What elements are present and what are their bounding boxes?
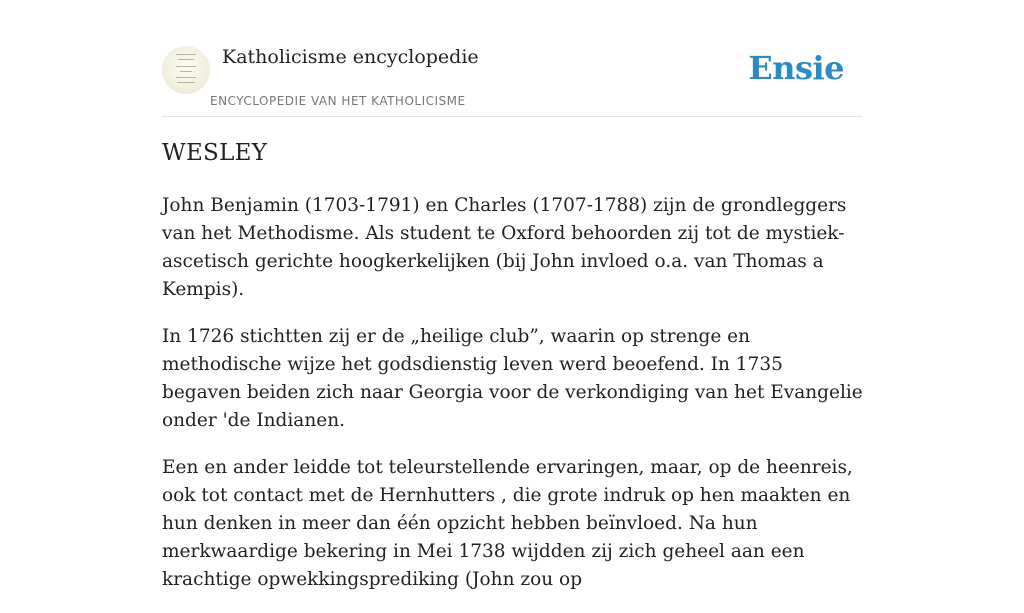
article-body: [162, 192, 867, 613]
article-paragraph: In 1726 stichtten zij er de „heilige club”, waarin op strenge en methodische wijze het godsdienstig leven werd beoefend. In 1735 begaven beiden zich naar Georgia voor de verkondiging van het Evangelie onder 'de Indianen.: [162, 326, 863, 431]
publication-title[interactable]: Katholicisme encyclopedie: [222, 46, 479, 68]
site-header: [162, 44, 862, 117]
article-title: WESLEY: [162, 140, 268, 166]
article-paragraph: Een en ander leidde tot teleurstellende ervaringen, maar, op de heenreis, ook tot contact met de Hernhutters , die grote indruk op hen maakten en hun denken in meer dan één opzicht hebben beïnvloed. Na hun merkwaardige bekering in Mei 1738 wijdden zij zich geheel aan een krachtige opwekkingsprediking (John zou op: [162, 457, 853, 590]
article-paragraph: John Benjamin (1703-1791) en Charles (1707-1788) zijn de grondleggers van het Methodisme. Als student te Oxford behoorden zij tot de mystiek-ascetisch gerichte hoogkerkelijken (bij John invloed o.a. van Thomas a Kempis).: [162, 195, 847, 300]
brand-logo[interactable]: Ensie: [748, 49, 844, 87]
publication-avatar[interactable]: [162, 46, 210, 94]
publication-subtitle: ENCYCLOPEDIE VAN HET KATHOLICISME: [210, 94, 466, 108]
